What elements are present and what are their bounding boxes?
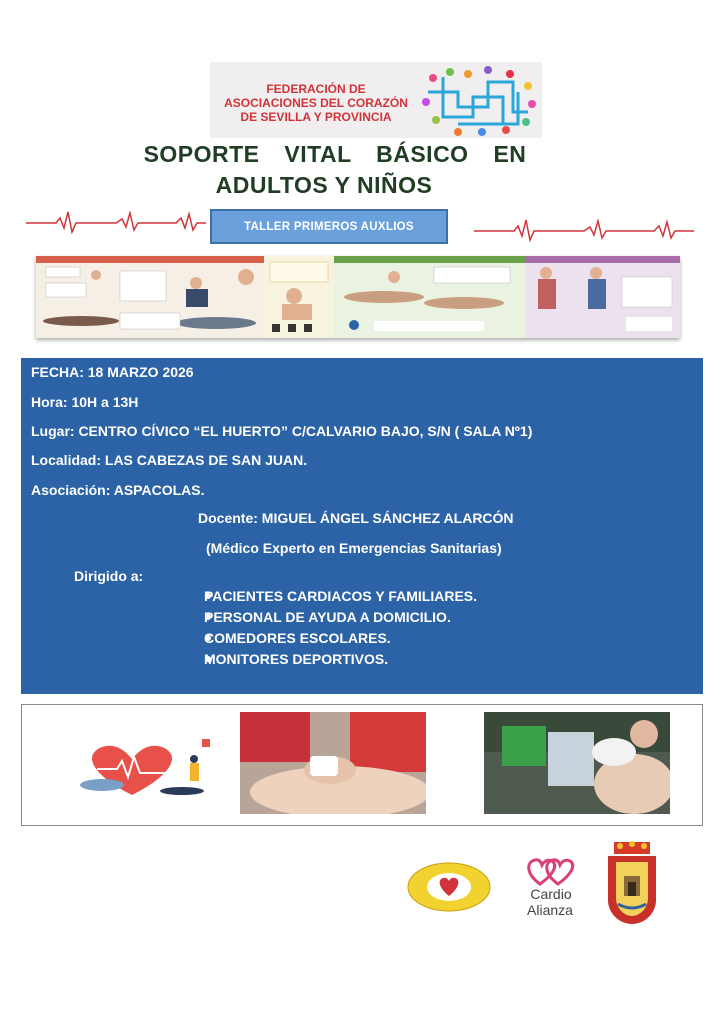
cardio-alianza-name-line1: Cardio	[530, 886, 572, 902]
cpr-illustration	[36, 263, 264, 338]
cardio-alianza-heart-icon	[522, 856, 578, 888]
event-time: Hora: 10H a 13H	[31, 394, 139, 410]
title-line1: SOPORTE VITAL BÁSICO EN	[143, 141, 527, 167]
audience-item-4: MONITORES DEPORTIVOS.	[204, 651, 389, 667]
pls-panel	[334, 256, 526, 338]
federation-name-line2: ASOCIACIONES DEL CORAZÓN	[224, 96, 408, 110]
heart-illustration	[72, 735, 232, 815]
heimlich-illustration	[526, 263, 680, 338]
event-location: Lugar: CENTRO CÍVICO “EL HUERTO” C/CALVARIO BAJO, S/N ( SALA Nº1)	[31, 423, 533, 439]
heimlich-panel	[526, 256, 680, 338]
instructor: Docente: MIGUEL ÁNGEL SÁNCHEZ ALARCÓN	[198, 510, 514, 526]
audience-item-3: COMEDORES ESCOLARES.	[204, 630, 391, 646]
workshop-badge: TALLER PRIMEROS AUXLIOS	[210, 209, 448, 244]
audience-item-2: PERSONAL DE AYUDA A DOMICILIO.	[204, 609, 451, 625]
event-town: Localidad: LAS CABEZAS DE SAN JUAN.	[31, 452, 308, 468]
audience-item-1: PACIENTES CARDIACOS Y FAMILIARES.	[204, 588, 478, 604]
event-association: Asociación: ASPACOLAS.	[31, 482, 205, 498]
cardio-alianza-name-line2: Alianza	[527, 902, 573, 918]
rcp-panel	[36, 256, 264, 338]
audience-heading: Dirigido a:	[74, 568, 144, 584]
federation-name-line1: FEDERACIÓN DE	[266, 82, 366, 96]
first-aid-infographic	[36, 256, 680, 338]
rcp-side-panel	[264, 256, 334, 338]
defibrillator-photo	[484, 712, 670, 814]
cpr-figure-illustration	[264, 256, 334, 338]
federation-logo	[210, 62, 542, 138]
event-details-box	[21, 358, 703, 694]
instructor-role: (Médico Experto en Emergencias Sanitarias)	[206, 540, 502, 556]
federation-name-line3: DE SEVILLA Y PROVINCIA	[240, 110, 392, 124]
title-line2: ADULTOS Y NIÑOS	[215, 172, 433, 198]
recovery-position-illustration	[334, 263, 526, 338]
ecg-line-right	[474, 216, 694, 246]
ecg-line-left	[26, 208, 206, 238]
photo-strip	[21, 704, 703, 826]
aspacolas-logo	[407, 862, 491, 912]
event-date: FECHA: 18 MARZO 2026	[31, 364, 194, 380]
town-crest-icon	[606, 840, 658, 926]
cpr-photo	[240, 712, 426, 814]
hearts-network-icon	[418, 62, 542, 138]
